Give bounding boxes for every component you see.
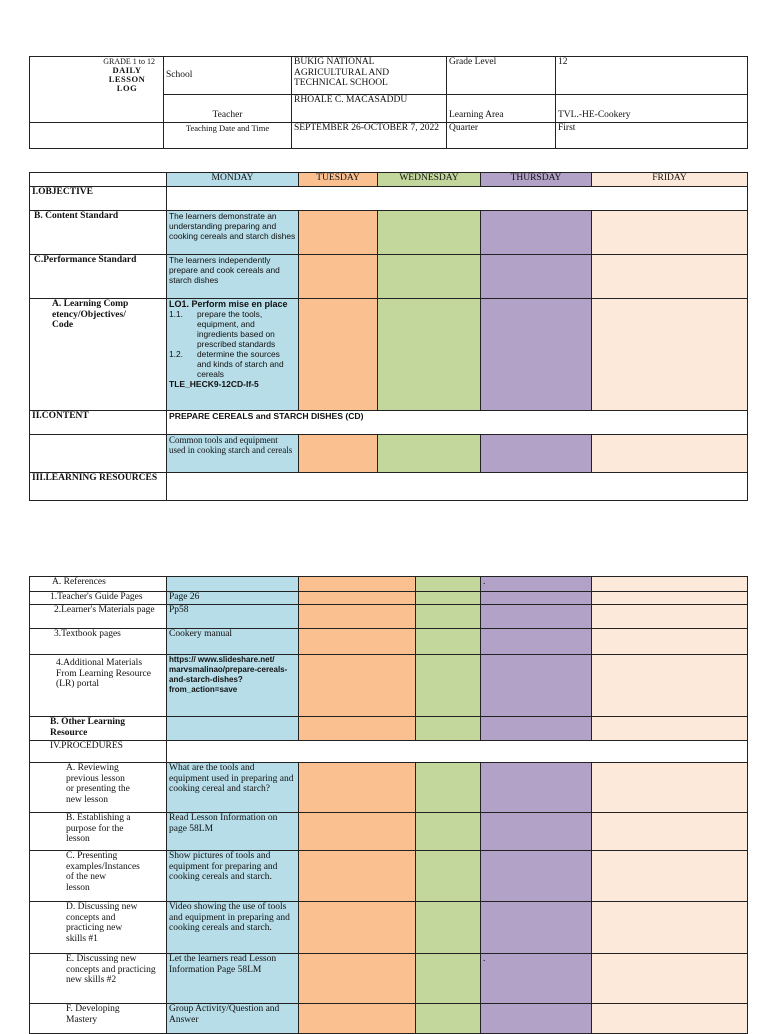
date-value: SEPTEMBER 26-OCTOBER 7, 2022 — [292, 123, 447, 149]
tuesday-cell — [299, 211, 378, 255]
friday-cell — [592, 763, 748, 813]
wednesday-cell — [416, 717, 481, 741]
thursday-cell — [481, 255, 592, 299]
header-table — [29, 56, 748, 149]
tuesday-cell — [299, 851, 416, 902]
tuesday-cell — [299, 255, 378, 299]
day-corner — [30, 173, 167, 187]
wednesday-cell — [416, 577, 481, 592]
lm-label: 2.Learner's Materials page — [30, 605, 167, 629]
friday-cell — [592, 655, 748, 717]
day-monday: MONDAY — [167, 173, 299, 187]
thursday-cell — [481, 763, 592, 813]
procedures-label: IV.PROCEDURES — [30, 741, 167, 763]
proc-d-text: Video showing the use of tools and equipment in preparing and cooking cereals and starch. — [167, 902, 299, 954]
proc-e-label: E. Discussing new concepts and practicing new skills #2 — [30, 954, 167, 1004]
school-value: BUKIG NATIONAL AGRICULTURAL AND TECHNICAL SCHOOL — [292, 57, 447, 95]
wednesday-cell — [416, 851, 481, 902]
tuesday-cell — [299, 717, 416, 741]
item-text: determine the sources and kinds of starch and cereals — [197, 349, 284, 379]
thursday-cell — [481, 717, 592, 741]
quarter-value: First — [556, 123, 748, 149]
objective-label: I.OBJECTIVE — [30, 187, 167, 211]
thursday-cell — [481, 299, 592, 411]
performance-standard-text: The learners independently prepare and cook cereals and starch dishes — [167, 255, 299, 299]
tuesday-cell — [299, 763, 416, 813]
list-item — [169, 309, 296, 349]
tuesday-cell — [299, 577, 416, 592]
additional-label-text: 4.Additional Materials From Learning Resource (LR) portal — [56, 658, 151, 689]
learning-area-label: Learning Area — [447, 95, 556, 123]
friday-cell — [592, 592, 748, 605]
proc-f-label: F. Developing Mastery — [30, 1004, 167, 1034]
references-table — [29, 576, 748, 1034]
friday-cell — [592, 902, 748, 954]
tuesday-cell — [299, 592, 416, 605]
other-label: B. Other Learning Resource — [30, 717, 167, 741]
friday-cell — [592, 851, 748, 902]
content-standard-text: The learners demonstrate an understanding preparing and cooking cereals and starch dishes — [167, 211, 299, 255]
wednesday-cell — [416, 813, 481, 851]
additional-value: https:// www.slideshare.net/ marvsmalinao/prepare-cereals-and-starch-dishes? from_action=save — [167, 655, 299, 717]
day-wednesday: WEDNESDAY — [378, 173, 481, 187]
day-thursday: THURSDAY — [481, 173, 592, 187]
content-blank — [30, 435, 167, 473]
proc-c-text: Show pictures of tools and equipment for preparing and cooking cereals and starch. — [167, 851, 299, 902]
thursday-cell — [481, 577, 592, 592]
friday-cell — [592, 605, 748, 629]
competency-text — [167, 299, 299, 411]
proc-a-label: A. Reviewing previous lesson or presenting the new lesson — [30, 763, 167, 813]
thursday-cell — [481, 954, 592, 1004]
friday-cell — [592, 255, 748, 299]
wednesday-cell — [378, 435, 481, 473]
wednesday-cell — [416, 1004, 481, 1034]
teacher-value: RHOALE C. MACASADDU — [292, 95, 447, 123]
wednesday-cell — [416, 629, 481, 655]
competency-label-text: A. Learning Competency/Objectives/Code — [52, 299, 129, 330]
dot-mark: . — [483, 577, 486, 587]
proc-e-text: Let the learners read Lesson Information Page 58LM — [167, 954, 299, 1004]
content-label: II.CONTENT — [30, 411, 167, 435]
wednesday-cell — [378, 299, 481, 411]
tuesday-cell — [299, 1004, 416, 1034]
tuesday-cell — [299, 435, 378, 473]
item-text: prepare the tools, equipment, and ingredients based on prescribed standards — [197, 309, 276, 349]
lo-title: LO1. Perform mise en place — [169, 299, 288, 309]
competency-list — [169, 309, 296, 379]
proc-f-text: Group Activity/Question and Answer — [167, 1004, 299, 1034]
resources-row — [167, 473, 748, 501]
empty-cell — [30, 123, 164, 149]
grade-level-label: Grade Level — [447, 57, 556, 95]
friday-cell — [592, 813, 748, 851]
friday-cell — [592, 717, 748, 741]
procedures-row — [167, 741, 748, 763]
monday-cell — [167, 717, 299, 741]
thursday-cell — [481, 902, 592, 954]
grade-range: GRADE 1 to 12 — [103, 57, 155, 66]
wednesday-cell — [416, 763, 481, 813]
wednesday-cell — [416, 655, 481, 717]
resources-label: III.LEARNING RESOURCES — [30, 473, 167, 501]
learning-area-value: TVL.-HE-Cookery — [556, 95, 748, 123]
date-label: Teaching Date and Time — [164, 123, 292, 149]
thursday-cell — [481, 435, 592, 473]
friday-cell — [592, 435, 748, 473]
log-title-cell — [30, 57, 164, 123]
wednesday-cell — [416, 605, 481, 629]
competency-label — [30, 299, 167, 411]
objective-row — [167, 187, 748, 211]
log-title: DAILY LESSON LOG — [108, 65, 146, 93]
friday-cell — [592, 211, 748, 255]
proc-a-text: What are the tools and equipment used in preparing and cooking cereal and starch? — [167, 763, 299, 813]
proc-c-label: C. Presenting examples/Instances of the new lesson — [30, 851, 167, 902]
textbook-label: 3.Textbook pages — [30, 629, 167, 655]
thursday-cell — [481, 813, 592, 851]
friday-cell — [592, 577, 748, 592]
dot-mark: . — [483, 954, 486, 964]
tuesday-cell — [299, 629, 416, 655]
wednesday-cell — [378, 255, 481, 299]
tuesday-cell — [299, 655, 416, 717]
monday-cell — [167, 577, 299, 592]
thursday-cell — [481, 851, 592, 902]
grade-level-value: 12 — [556, 57, 748, 95]
tuesday-cell — [299, 954, 416, 1004]
lm-value: Pp58 — [167, 605, 299, 629]
friday-cell — [592, 299, 748, 411]
day-tuesday: TUESDAY — [299, 173, 378, 187]
day-friday: FRIDAY — [592, 173, 748, 187]
school-label: School — [164, 57, 292, 95]
tuesday-cell — [299, 605, 416, 629]
item-number: 1.1. — [169, 309, 183, 319]
friday-cell — [592, 954, 748, 1004]
tg-value: Page 26 — [167, 592, 299, 605]
textbook-value: Cookery manual — [167, 629, 299, 655]
tuesday-cell — [299, 813, 416, 851]
tuesday-cell — [299, 902, 416, 954]
proc-d-label: D. Discussing new concepts and practicing new skills #1 — [30, 902, 167, 954]
references-label: A. References — [30, 577, 167, 592]
content-text: PREPARE CEREALS and STARCH DISHES (CD) — [167, 411, 748, 435]
proc-b-label: B. Establishing a purpose for the lesson — [30, 813, 167, 851]
wednesday-cell — [416, 592, 481, 605]
item-number: 1.2. — [169, 349, 183, 359]
friday-cell — [592, 629, 748, 655]
friday-cell — [592, 1004, 748, 1034]
thursday-cell — [481, 629, 592, 655]
tuesday-cell — [299, 299, 378, 411]
quarter-label: Quarter — [447, 123, 556, 149]
thursday-cell — [481, 655, 592, 717]
content-standard-label: B. Content Standard — [30, 211, 167, 255]
teacher-label: Teacher — [164, 95, 292, 123]
thursday-cell — [481, 1004, 592, 1034]
wednesday-cell — [416, 902, 481, 954]
wednesday-cell — [416, 954, 481, 1004]
proc-b-text: Read Lesson Information on page 58LM — [167, 813, 299, 851]
performance-standard-label: C.Performance Standard — [30, 255, 167, 299]
competency-code: TLE_HECK9-12CD-If-5 — [169, 379, 259, 389]
objectives-table — [29, 172, 748, 501]
tg-label: 1.Teacher's Guide Pages — [30, 592, 167, 605]
thursday-cell — [481, 605, 592, 629]
content-sub: Common tools and equipment used in cooking starch and cereals — [167, 435, 299, 473]
list-item — [169, 349, 296, 379]
thursday-cell — [481, 211, 592, 255]
additional-label — [30, 655, 167, 717]
thursday-cell — [481, 592, 592, 605]
wednesday-cell — [378, 211, 481, 255]
